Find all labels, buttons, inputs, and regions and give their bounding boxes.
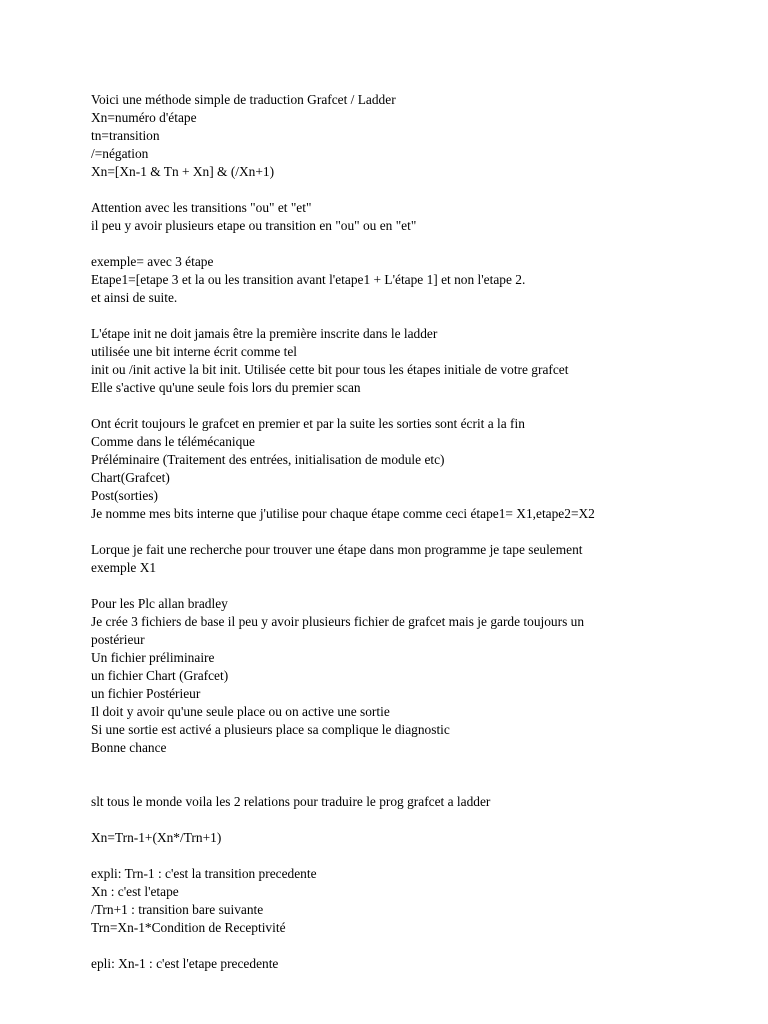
- text-line: Trn=Xn-1*Condition de Receptivité: [91, 920, 286, 935]
- text-line: Je crée 3 fichiers de base il peu y avoir plusieurs fichier de grafcet mais je garde toujours un: [91, 614, 585, 629]
- text-line: Un fichier préliminaire: [91, 650, 215, 665]
- document-body: [91, 91, 751, 973]
- blank-line: [91, 523, 751, 541]
- text-line: un fichier Chart (Grafcet): [91, 668, 229, 683]
- text-line: Préléminaire (Traitement des entrées, initialisation de module etc): [91, 452, 445, 467]
- text-line: Il doit y avoir qu'une seule place ou on active une sortie: [91, 704, 390, 719]
- text-line: Si une sortie est activé a plusieurs place sa complique le diagnostic: [91, 722, 450, 737]
- text-line: Post(sorties): [91, 488, 158, 503]
- text-line: un fichier Postérieur: [91, 686, 201, 701]
- text-line: exemple X1: [91, 560, 157, 575]
- text-line: Elle s'active qu'une seule fois lors du premier scan: [91, 380, 361, 395]
- blank-line: [91, 235, 751, 253]
- blank-line: [91, 181, 751, 199]
- blank-line: [91, 775, 751, 793]
- text-line: epli: Xn-1 : c'est l'etape precedente: [91, 956, 279, 971]
- text-line: Lorque je fait une recherche pour trouver une étape dans mon programme je tape seulement: [91, 542, 583, 557]
- blank-line: [91, 397, 751, 415]
- blank-line: [91, 811, 751, 829]
- text-line: Xn=numéro d'étape: [91, 110, 197, 125]
- text-line: /Trn+1 : transition bare suivante: [91, 902, 264, 917]
- text-line: Chart(Grafcet): [91, 470, 170, 485]
- text-line: exemple= avec 3 étape: [91, 254, 214, 269]
- text-line: init ou /init active la bit init. Utilisée cette bit pour tous les étapes initiale de votre grafcet: [91, 362, 569, 377]
- text-line: Attention avec les transitions "ou" et "et": [91, 200, 312, 215]
- text-line: L'étape init ne doit jamais être la première inscrite dans le ladder: [91, 326, 438, 341]
- text-line: postérieur: [91, 632, 145, 647]
- text-line: Xn=Trn-1+(Xn*/Trn+1): [91, 830, 222, 845]
- blank-line: [91, 577, 751, 595]
- text-line: Xn : c'est l'etape: [91, 884, 179, 899]
- blank-line: [91, 757, 751, 775]
- text-line: slt tous le monde voila les 2 relations pour traduire le prog grafcet a ladder: [91, 794, 491, 809]
- text-line: utilisée une bit interne écrit comme tel: [91, 344, 297, 359]
- text-line: et ainsi de suite.: [91, 290, 178, 305]
- text-line: /=négation: [91, 146, 149, 161]
- text-line: expli: Trn-1 : c'est la transition precedente: [91, 866, 317, 881]
- blank-line: [91, 847, 751, 865]
- text-line: tn=transition: [91, 128, 160, 143]
- text-line: Ont écrit toujours le grafcet en premier et par la suite les sorties sont écrit a la fin: [91, 416, 525, 431]
- text-line: Pour les Plc allan bradley: [91, 596, 228, 611]
- text-line: Je nomme mes bits interne que j'utilise pour chaque étape comme ceci étape1= X1,etape2=X2: [91, 506, 595, 521]
- text-line: Etape1=[etape 3 et la ou les transition avant l'etape1 + L'étape 1] et non l'etape 2.: [91, 272, 526, 287]
- text-line: Voici une méthode simple de traduction Grafcet / Ladder: [91, 92, 396, 107]
- blank-line: [91, 307, 751, 325]
- text-line: Xn=[Xn-1 & Tn + Xn] & (/Xn+1): [91, 164, 275, 179]
- text-line: Comme dans le télémécanique: [91, 434, 255, 449]
- text-line: Bonne chance: [91, 740, 167, 755]
- text-line: il peu y avoir plusieurs etape ou transition en "ou" ou en "et": [91, 218, 417, 233]
- blank-line: [91, 937, 751, 955]
